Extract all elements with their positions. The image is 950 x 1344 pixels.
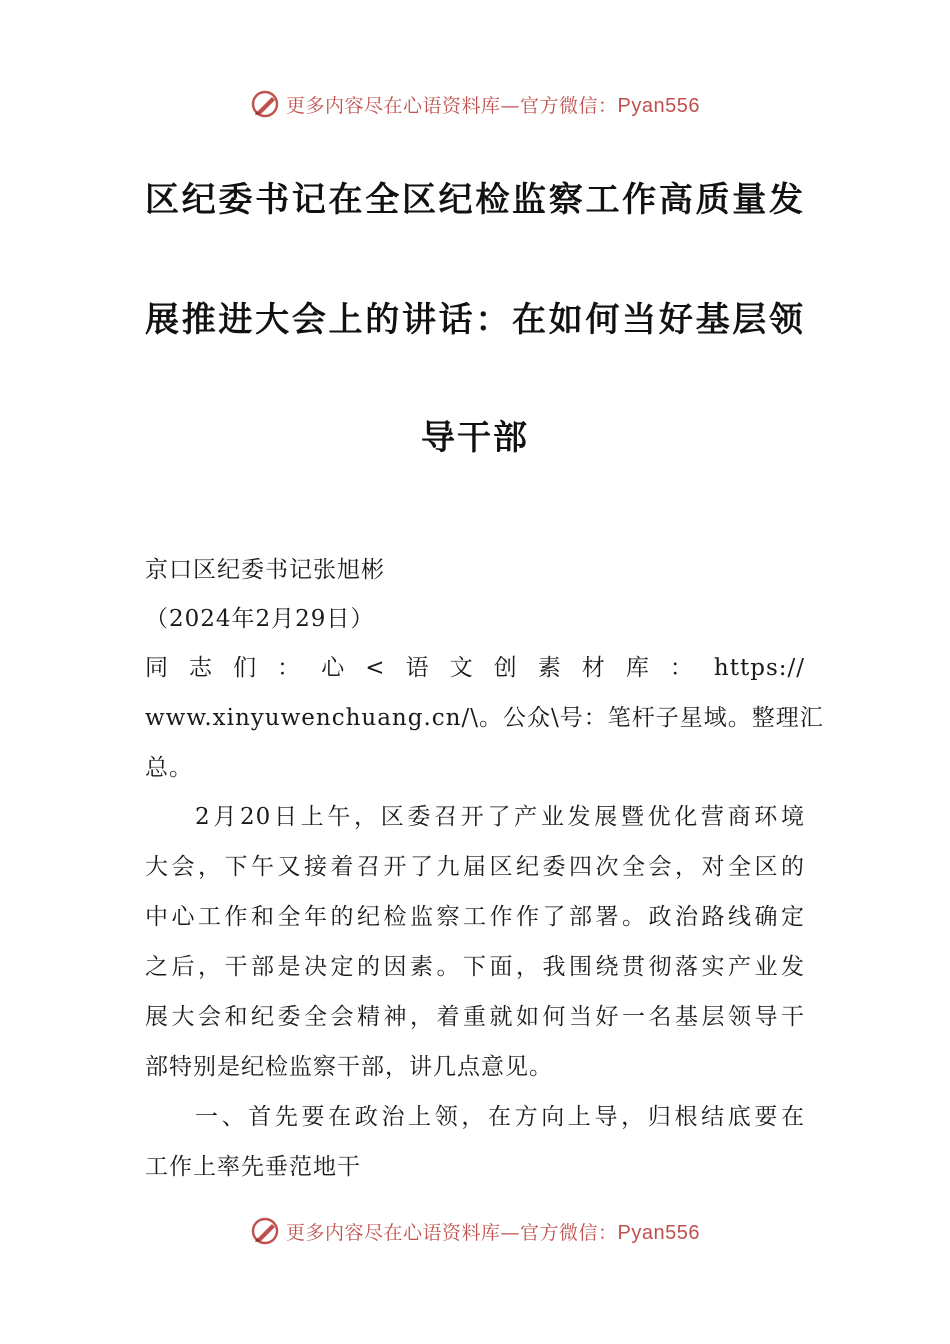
document-title-line-3: 导干部: [421, 418, 529, 458]
paragraph-1-line-6: 部特别是纪检监察干部，讲几点意见。: [145, 1054, 553, 1080]
paragraph-2-line-2: 工作上率先垂范地干: [145, 1154, 361, 1180]
footer-watermark: [0, 1211, 950, 1251]
pen-logo-icon: [250, 1216, 280, 1246]
author-line: 京口区纪委书记张旭彬: [145, 557, 385, 583]
watermark-wechat-id: Pyan556: [617, 94, 700, 117]
salutation-line-2: www.xinyuwenchuang.cn/\。公众\号：笔杆子星域。整理汇: [145, 705, 824, 731]
pen-logo-icon: [250, 89, 280, 119]
salutation-line-1: 同志们：心<语文创素材库：https://: [145, 655, 805, 681]
watermark-text: 更多内容尽在心语资料库—官方微信：Pyan556: [286, 1221, 700, 1244]
paragraph-1-line-3: 中心工作和全年的纪检监察工作作了部署。政治路线确定: [145, 904, 805, 930]
paragraph-1-line-4: 之后，干部是决定的因素。下面，我围绕贯彻落实产业发: [145, 954, 805, 980]
date-line: （2024年2月29日）: [145, 606, 375, 632]
document-title-line-2: 展推进大会上的讲话：在如何当好基层领: [145, 300, 805, 340]
watermark-text: 更多内容尽在心语资料库—官方微信：Pyan556: [286, 94, 700, 117]
paragraph-1-line-5: 展大会和纪委全会精神，着重就如何当好一名基层领导干: [145, 1004, 805, 1030]
salutation-line-3: 总。: [145, 755, 193, 781]
paragraph-2-line-1: 一、首先要在政治上领，在方向上导，归根结底要在: [195, 1104, 805, 1130]
paragraph-1-line-2: 大会，下午又接着召开了九届区纪委四次全会，对全区的: [145, 854, 805, 880]
document-title-line-1: 区纪委书记在全区纪检监察工作高质量发: [145, 180, 805, 220]
paragraph-1-line-1: 2月20日上午，区委召开了产业发展暨优化营商环境: [195, 804, 805, 830]
header-watermark: [0, 84, 950, 124]
watermark-wechat-id: Pyan556: [617, 1221, 700, 1244]
